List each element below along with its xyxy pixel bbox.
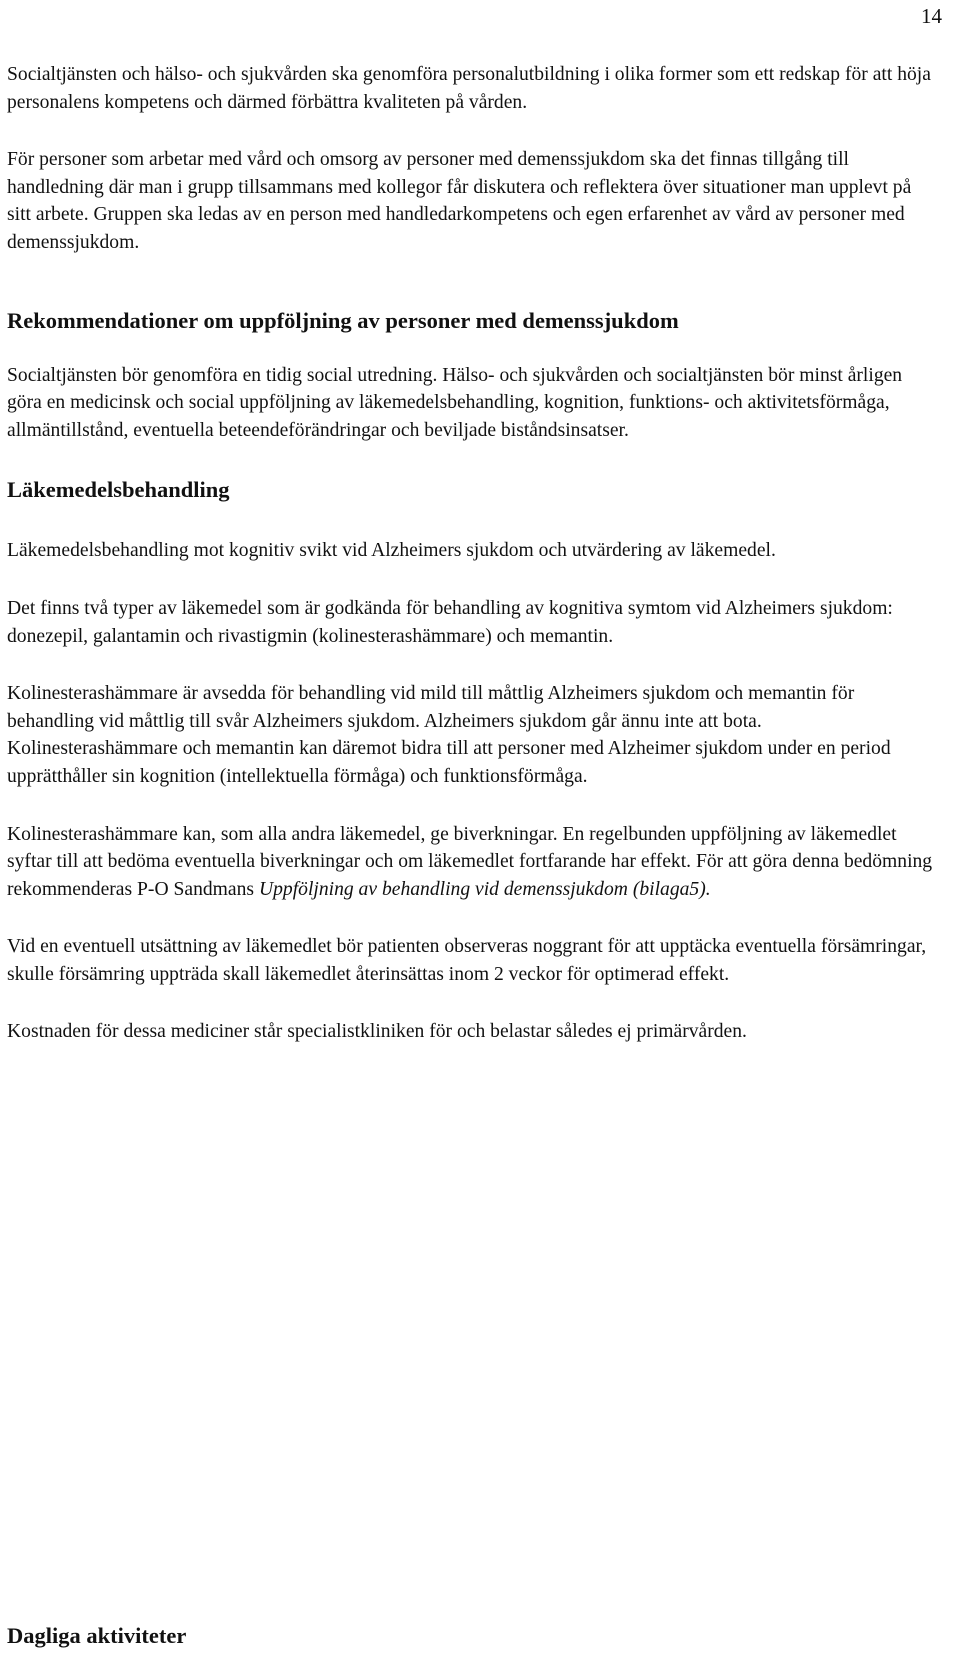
paragraph-costs: Kostnaden för dessa mediciner står specialistkliniken för och belastar således ej primärvården. — [7, 1021, 747, 1043]
paragraph-followup: Socialtjänsten bör genomföra en tidig social utredning. Hälso- och sjukvården och socialtjänsten bör minst årligen göra en medicinsk och social uppföljning av läkemedelsbehandling, kognition, funktions- och aktivitetsförmåga, allmäntillstånd, eventuella beteendeförändringar och beviljade biståndsinsatser. — [7, 364, 903, 441]
appendix-reference: Uppföljning av behandling vid demenssjukdom (bilaga5). — [258, 878, 711, 900]
page-number: 14 — [921, 4, 942, 28]
paragraph-medication-intro: Läkemedelsbehandling mot kognitiv svikt vid Alzheimers sjukdom och utvärdering av läkemedel. — [7, 540, 776, 562]
document-body — [7, 61, 935, 1046]
heading-daily-activities: Dagliga aktiviteter — [7, 1623, 187, 1648]
paragraph-staff-training: Socialtjänsten och hälso- och sjukvården ska genomföra personalutbildning i olika former som ett redskap för att höja personalens kompetens och därmed förbättra kvaliteten på vården. — [7, 64, 931, 113]
side-effects-text: Kolinesterashämmare kan, som alla andra läkemedel, ge biverkningar. En regelbunden uppföljning av läkemedlet syftar till att bedöma eventuella biverkningar och om läkemedlet fortfarande har effekt. För att göra denna bedömning rekommenderas P-O Sandmans — [7, 823, 933, 900]
paragraph-supervision: För personer som arbetar med vård och omsorg av personer med demenssjukdom ska det finnas tillgång till handledning där man i grupp tillsammans med kollegor får diskutera och reflektera över situationer man upplevt på sitt arbete. Gruppen ska ledas av en person med handledarkompetens och egen erfarenhet av vård av personer med demenssjukdom. — [7, 149, 912, 253]
paragraph-side-effects — [7, 821, 935, 904]
heading-medication: Läkemedelsbehandling — [7, 477, 230, 503]
heading-followup-recommendations: Rekommendationer om uppföljning av personer med demenssjukdom — [7, 307, 679, 333]
paragraph-discontinuation: Vid en eventuell utsättning av läkemedlet bör patienten observeras noggrant för att upptäcka eventuella försämringar, skulle försämring uppträda skall läkemedlet återinsättas inom 2 veckor för optimerad effekt. — [7, 936, 927, 985]
paragraph-drug-types: Det finns två typer av läkemedel som är godkända för behandling av kognitiva symtom vid Alzheimers sjukdom: donezepil, galantamin och rivastigmin (kolinesterashämmare) och memantin. — [7, 597, 893, 647]
paragraph-indications: Kolinesterashämmare är avsedda för behandling vid mild till måttlig Alzheimers sjukdom och memantin för behandling vid måttlig till svår Alzheimers sjukdom. Alzheimers sjukdom går ännu inte att bota. Kolinesterashämmare och memantin kan däremot bidra till att personer med Alzheimer sjukdom under en period upprätthåller sin kognition (intellektuella förmåga) och funktionsförmåga. — [7, 683, 891, 787]
